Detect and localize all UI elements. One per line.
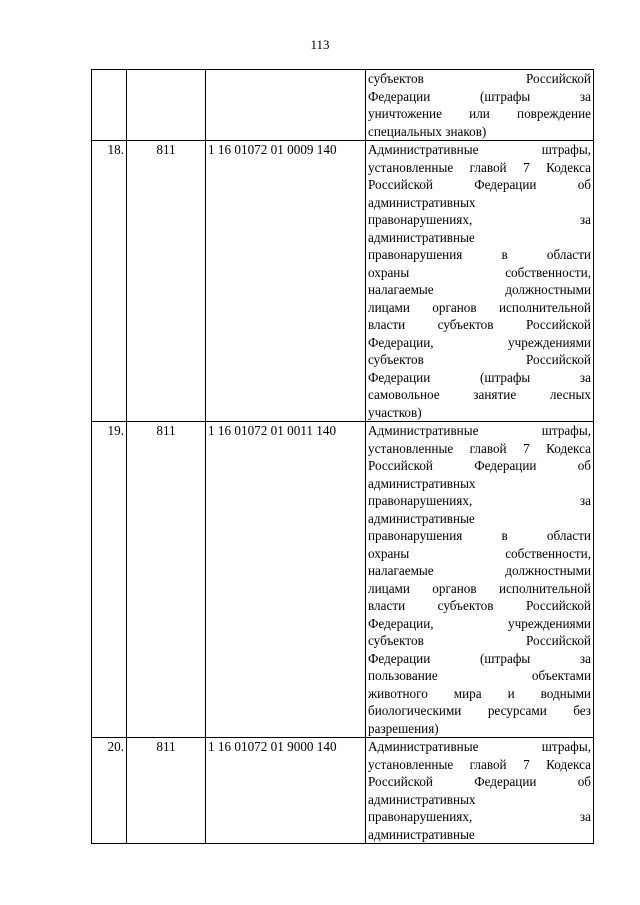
revenue-description-cell: [366, 70, 594, 141]
description-line: уничтожение или повреждение: [368, 106, 591, 121]
description-line: налагаемые должностными: [368, 563, 591, 578]
description-line: Российской Федерации об: [368, 177, 591, 192]
description-line: власти субъектов Российской: [368, 598, 591, 613]
description-line: Российской Федерации об: [368, 774, 591, 789]
description-line: охраны собственности,: [368, 545, 591, 561]
description-line: Административные штрафы,: [368, 423, 591, 438]
description-line: правонарушениях, за: [368, 493, 591, 508]
row-number-cell: 19.: [92, 422, 127, 738]
budget-classification-code-cell: 1 16 01072 01 9000 140: [206, 738, 366, 844]
administrator-code-cell: [127, 70, 206, 141]
description-line: административных: [368, 475, 476, 491]
description-line: административных: [368, 194, 476, 210]
row-number-cell: 18.: [92, 141, 127, 422]
revenue-description-cell: [366, 422, 594, 738]
description-line: установленные главой 7 Кодекса: [368, 440, 591, 456]
table-row: [92, 422, 594, 738]
description-line: Российской Федерации об: [368, 458, 591, 473]
description-line: лицами органов исполнительной: [368, 580, 591, 596]
description-line: правонарушениях, за: [368, 809, 591, 824]
description-line: административные: [368, 229, 475, 245]
administrator-code-cell: 811: [127, 738, 206, 844]
administrator-code-cell: 811: [127, 422, 206, 738]
description-line: административные: [368, 826, 475, 842]
budget-classification-code-cell: [206, 70, 366, 141]
revenue-description-cell: [366, 738, 594, 844]
description-line: Федерации (штрафы за: [368, 88, 591, 104]
description-line: разрешения): [368, 720, 439, 736]
row-number-cell: 20.: [92, 738, 127, 844]
table-body: [92, 70, 594, 844]
page-number: 113: [310, 37, 330, 52]
description-line: животного мира и водными: [368, 685, 591, 701]
description-line: Федерации (штрафы за: [368, 369, 591, 385]
description-line: административные: [368, 510, 475, 526]
description-line: лицами органов исполнительной: [368, 299, 591, 315]
budget-classification-code-cell: 1 16 01072 01 0009 140: [206, 141, 366, 422]
description-line: биологическими ресурсами без: [368, 703, 591, 718]
description-line: участков): [368, 404, 422, 420]
budget-classification-code-cell: 1 16 01072 01 0011 140: [206, 422, 366, 738]
description-line: установленные главой 7 Кодекса: [368, 159, 591, 175]
description-line: самовольное занятие лесных: [368, 387, 591, 402]
description-line: правонарушения в области: [368, 247, 591, 262]
description-line: специальных знаков): [368, 123, 487, 139]
description-line: правонарушения в области: [368, 528, 591, 543]
description-line: Федерации, учреждениями: [368, 334, 591, 350]
description-line: Федерации, учреждениями: [368, 615, 591, 631]
description-line: охраны собственности,: [368, 264, 591, 280]
description-line: административных: [368, 791, 476, 807]
description-line: правонарушениях, за: [368, 212, 591, 227]
description-line: Федерации (штрафы за: [368, 650, 591, 666]
description-line: субъектов Российской: [368, 352, 591, 367]
table-row: [92, 141, 594, 422]
description-line: Административные штрафы,: [368, 142, 591, 157]
budget-code-table: [91, 69, 594, 844]
description-line: субъектов Российской: [368, 71, 591, 86]
table-row: [92, 70, 594, 141]
administrator-code-cell: 811: [127, 141, 206, 422]
table-row: [92, 738, 594, 844]
revenue-description-cell: [366, 141, 594, 422]
description-line: субъектов Российской: [368, 633, 591, 648]
description-line: власти субъектов Российской: [368, 317, 591, 332]
row-number-cell: [92, 70, 127, 141]
description-line: пользование объектами: [368, 668, 591, 683]
description-line: налагаемые должностными: [368, 282, 591, 297]
description-line: Административные штрафы,: [368, 739, 591, 754]
description-line: установленные главой 7 Кодекса: [368, 756, 591, 772]
